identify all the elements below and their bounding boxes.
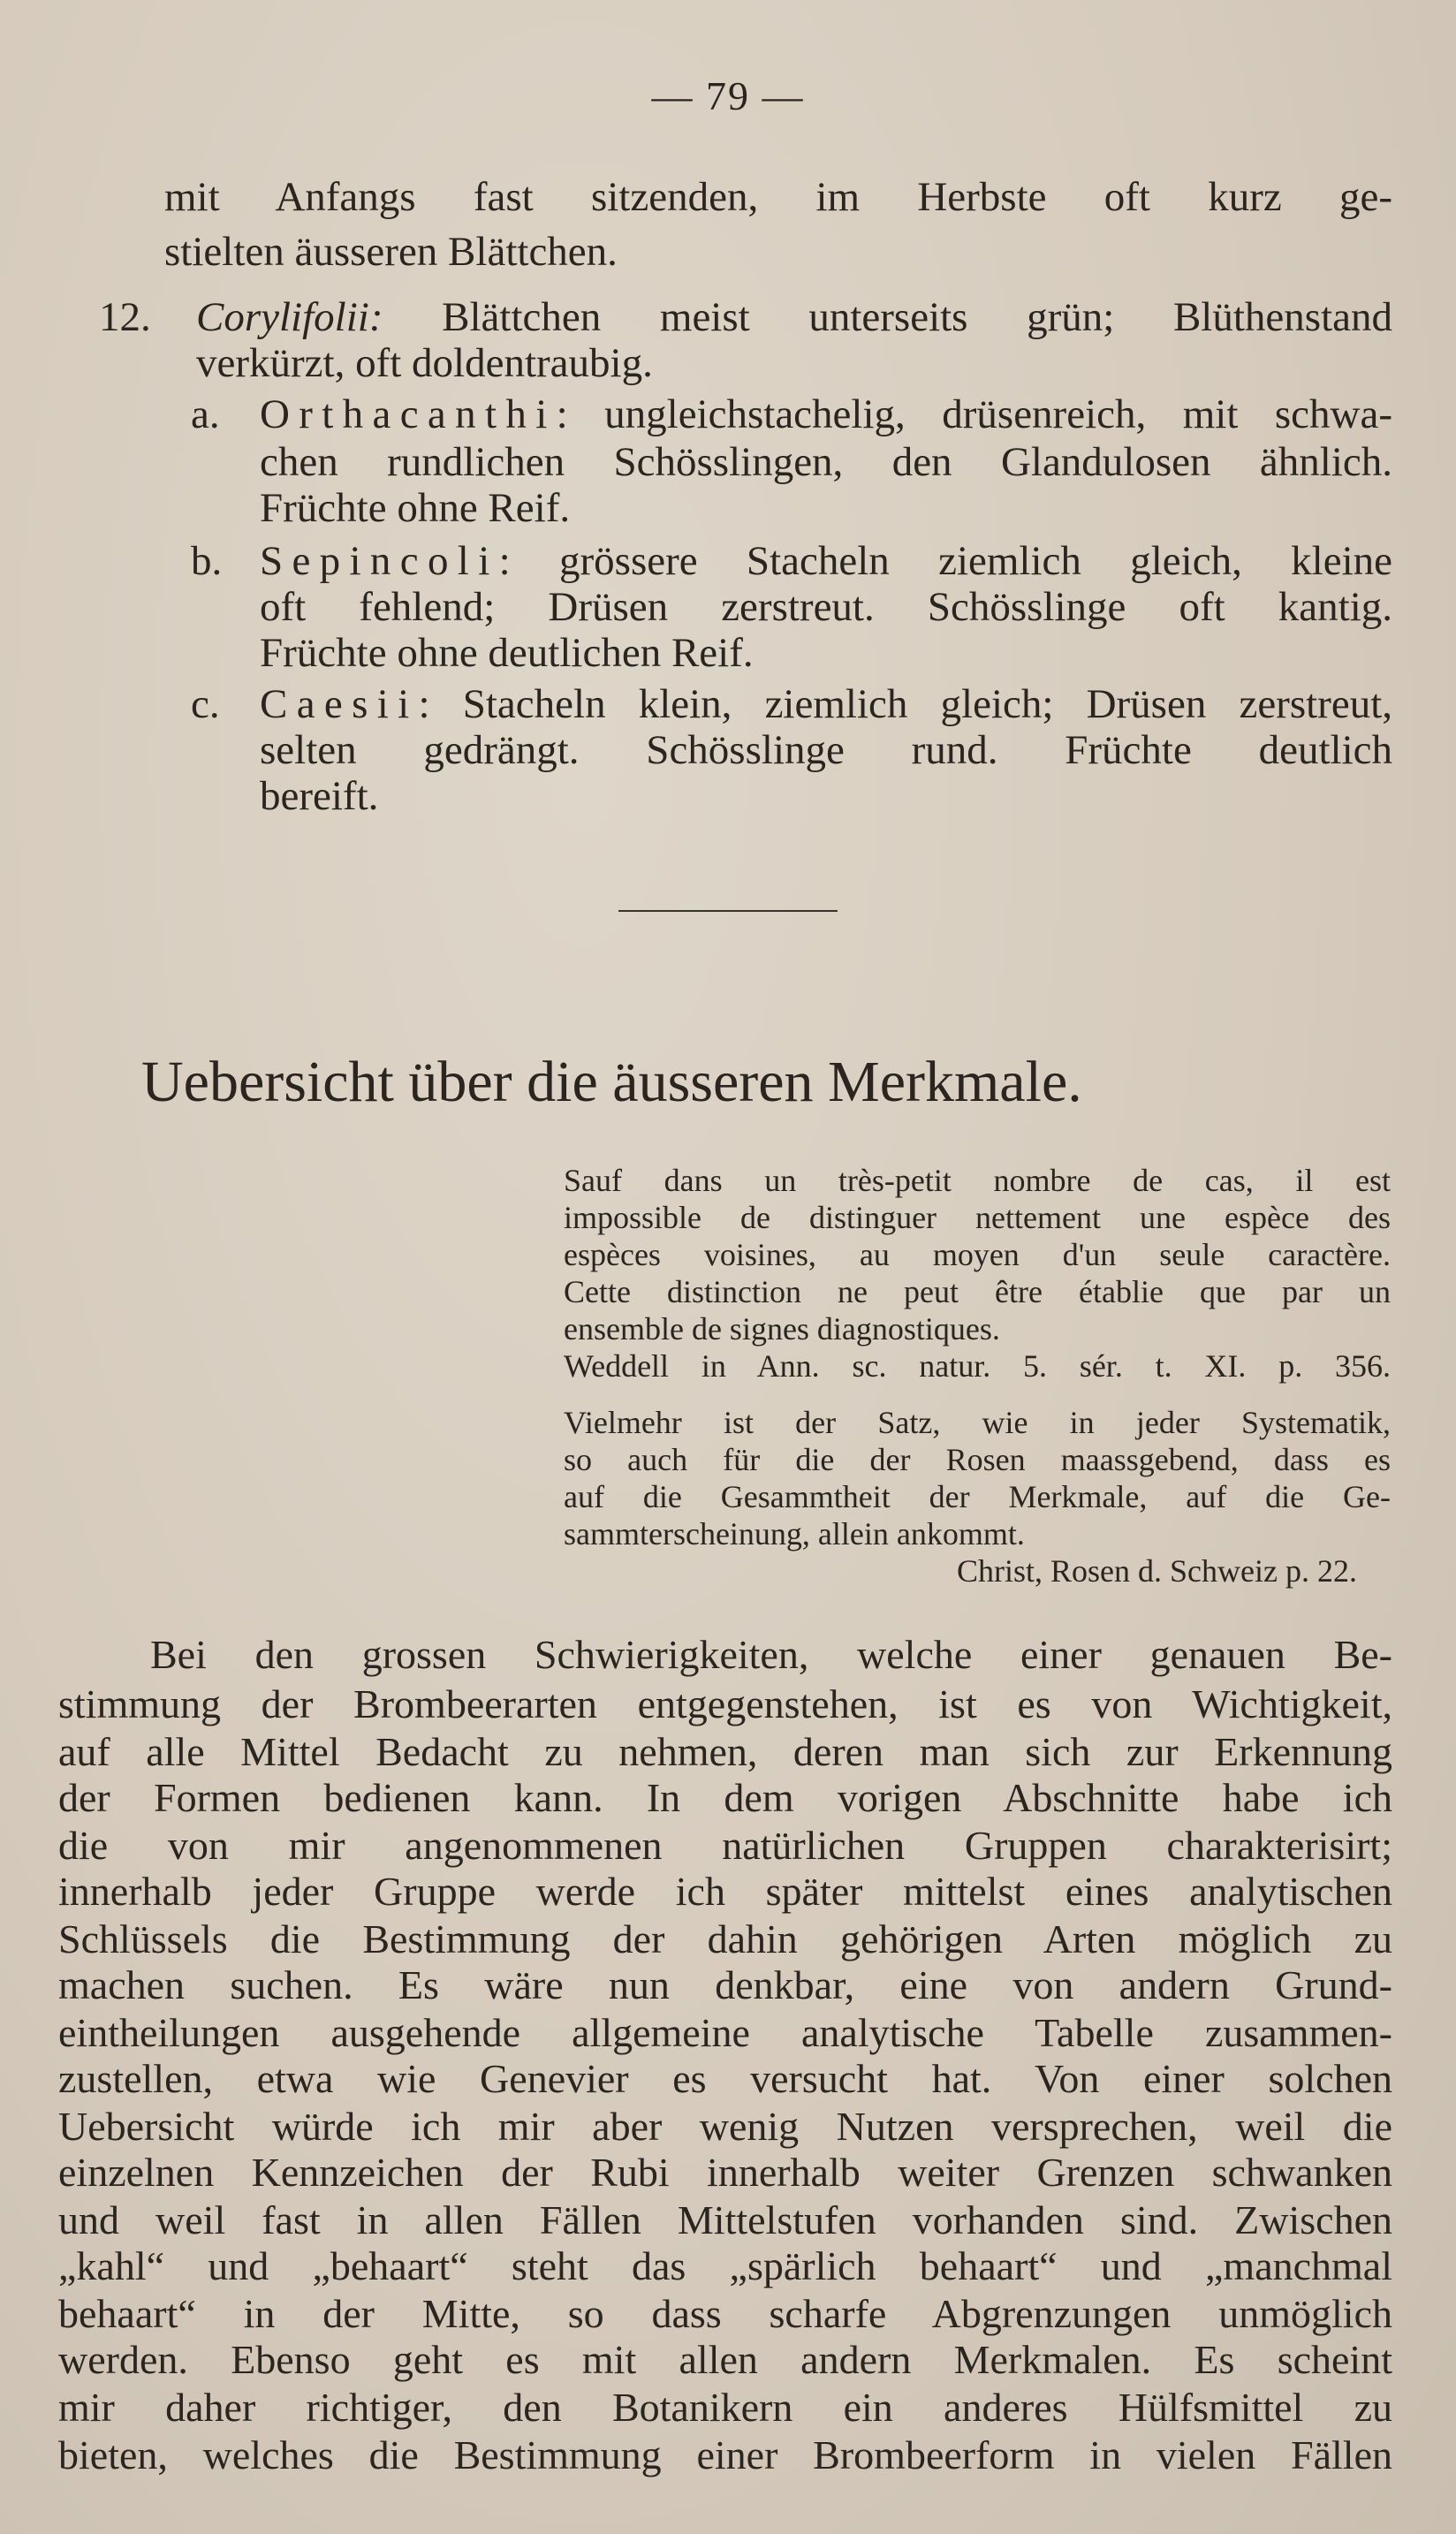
quote-1-line-1: Sauf dans un très-petit nombre de cas, il est (564, 1163, 1391, 1198)
subitem-c-letter: c. (191, 681, 220, 727)
subitem-a-name: Orthacanthi (260, 391, 557, 437)
subitem-b-name: Sepincoli (260, 538, 499, 584)
subitem-c-name: Caesii (260, 681, 419, 727)
paragraph-line-8: machen suchen. Es wäre nun denkbar, eine von andern Grund- (58, 1962, 1392, 2007)
paragraph-line-3: auf alle Mittel Bedacht zu nehmen, deren man sich zur Erkennung (58, 1729, 1392, 1774)
subitem-c-line-1-text: : Stacheln klein, ziemlich gleich; Drüsen zerstreut, (418, 681, 1392, 727)
paragraph-line-15: behaart“ in der Mitte, so dass scharfe Abgrenzungen unmöglich (58, 2291, 1392, 2336)
section-heading: Uebersicht über die äusseren Merkmale. (141, 1050, 1082, 1114)
paragraph-line-12: einzelnen Kennzeichen der Rubi innerhalb weiter Grenzen schwanken (58, 2150, 1392, 2195)
quote-2-line-1: Vielmehr ist der Satz, wie in jeder Systematik, (564, 1405, 1391, 1440)
quote-1-line-2: impossible de distinguer nettement une espèce des (564, 1200, 1391, 1235)
subitem-b-line-2: oft fehlend; Drüsen zerstreut. Schösslinge oft kantig. (260, 584, 1392, 630)
quote-1-line-3: espèces voisines, au moyen d'un seule caractère. (564, 1237, 1391, 1272)
paragraph-line-7: Schlüssels die Bestimmung der dahin gehörigen Arten möglich zu (58, 1916, 1392, 1961)
paragraph-line-16: werden. Ebenso geht es mit allen andern Merkmalen. Es scheint (58, 2337, 1392, 2382)
section-divider (618, 910, 838, 912)
subitem-a-line-3: Früchte ohne Reif. (260, 485, 571, 531)
item-12-line-2: verkürzt, oft doldentraubig. (196, 340, 653, 386)
item-12-name: Corylifolii: (196, 294, 383, 340)
item-12-line-1-text: Blättchen meist unterseits grün; Blüthenstand (383, 294, 1392, 340)
paragraph-line-18: bieten, welches die Bestimmung einer Brombeerform in vielen Fällen (58, 2432, 1392, 2477)
subitem-b-line-1 (260, 538, 1392, 584)
quote-1-source: Weddell in Ann. sc. natur. 5. sér. t. XI. p. 356. (564, 1348, 1391, 1384)
paragraph-line-1: Bei den grossen Schwierigkeiten, welche einer genauen Be- (150, 1632, 1392, 1677)
paragraph-line-13: und weil fast in allen Fällen Mittelstufen vorhanden sind. Zwischen (58, 2197, 1392, 2242)
paragraph-line-17: mir daher richtiger, den Botanikern ein anderes Hülfsmittel zu (58, 2385, 1392, 2430)
paragraph-line-2: stimmung der Brombeerarten entgegenstehen, ist es von Wichtigkeit, (58, 1681, 1392, 1726)
paragraph-line-9: eintheilungen ausgehende allgemeine analytische Tabelle zusammen- (58, 2010, 1392, 2055)
paragraph-line-4: der Formen bedienen kann. In dem vorigen Abschnitte habe ich (58, 1775, 1392, 1820)
page-number: — 79 — (651, 73, 805, 118)
continuation-line-2: stielten äusseren Blättchen. (164, 229, 618, 275)
paragraph-line-5: die von mir angenommenen natürlichen Gruppen charakterisirt; (58, 1823, 1392, 1868)
subitem-b-line-1-text: : grössere Stacheln ziemlich gleich, kleine (498, 538, 1392, 584)
quote-2-line-3: auf die Gesammtheit der Merkmale, auf die Ge- (564, 1479, 1391, 1514)
subitem-a-line-1-text: : ungleichstachelig, drüsenreich, mit schwa- (556, 391, 1392, 437)
subitem-c-line-3: bereift. (260, 773, 379, 819)
subitem-b-letter: b. (191, 538, 223, 584)
subitem-a-line-2: chen rundlichen Schösslingen, den Glandulosen ähnlich. (260, 439, 1392, 485)
subitem-c-line-2: selten gedrängt. Schösslinge rund. Früchte deutlich (260, 727, 1392, 773)
quote-2-line-4: sammterscheinung, allein ankommt. (564, 1516, 1025, 1552)
quote-2-source: Christ, Rosen d. Schweiz p. 22. (957, 1553, 1357, 1589)
quote-1-line-4: Cette distinction ne peut être établie que par un (564, 1274, 1391, 1309)
item-12-line-1 (196, 294, 1392, 340)
quote-2-line-2: so auch für die der Rosen maassgebend, dass es (564, 1442, 1391, 1477)
subitem-c-line-1 (260, 681, 1392, 727)
subitem-a-line-1 (260, 391, 1392, 437)
quote-1-line-5: ensemble de signes diagnostiques. (564, 1311, 1000, 1347)
paragraph-line-11: Uebersicht würde ich mir aber wenig Nutzen versprechen, weil die (58, 2104, 1392, 2149)
continuation-line-1: mit Anfangs fast sitzenden, im Herbste oft kurz ge- (164, 174, 1392, 220)
subitem-a-letter: a. (191, 391, 220, 437)
paragraph-line-14: „kahl“ und „behaart“ steht das „spärlich behaart“ und „manchmal (58, 2243, 1392, 2288)
paragraph-line-6: innerhalb jeder Gruppe werde ich später mittelst eines analytischen (58, 1869, 1392, 1914)
subitem-b-line-3: Früchte ohne deutlichen Reif. (260, 630, 754, 676)
item-12-number: 12. (99, 294, 151, 340)
paragraph-line-10: zustellen, etwa wie Genevier es versucht hat. Von einer solchen (58, 2056, 1392, 2101)
